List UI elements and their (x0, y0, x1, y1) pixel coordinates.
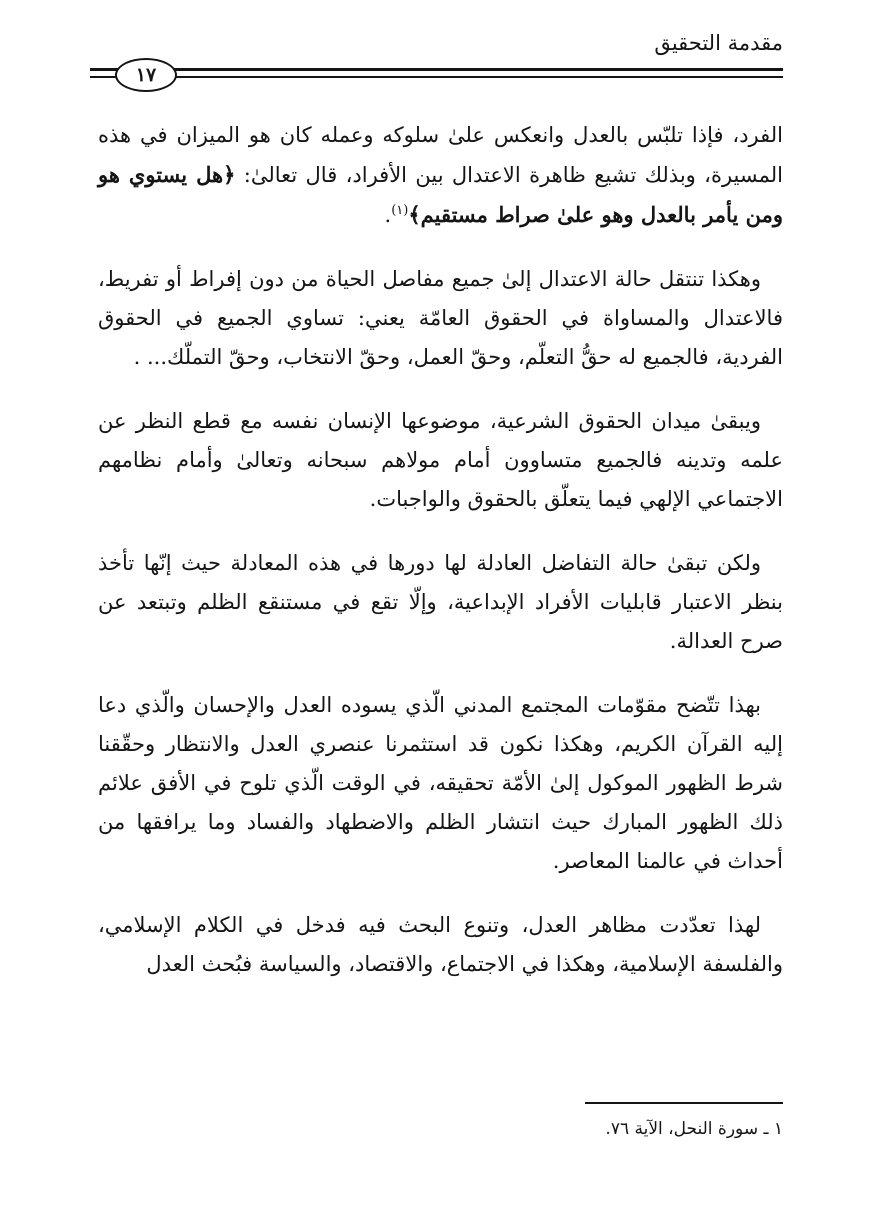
paragraph-1-end: . (384, 203, 392, 227)
page-number: ١٧ (115, 58, 177, 92)
paragraph-1-text: الفرد، فإذا تلبّس بالعدل وانعكس علىٰ سلوكه وعمله كان هو الميزان في هذه المسيرة، وبذلك تشيع ظاهرة الاعتدال بين الأفراد، قال تعالىٰ: (98, 123, 783, 187)
paragraph-4: ولكن تبقىٰ حالة التفاضل العادلة لها دورها في هذه المعادلة حيث إنّها تأخذ بنظر الاعتبار قابليات الأفراد الإبداعية، وإلّا تقع في مستنقع الظلم وتبتعد عن صرح العدالة. (98, 551, 783, 653)
header-rule-thin-line (90, 76, 783, 78)
header-rule (90, 68, 783, 81)
header-rule-thick-line (90, 68, 783, 71)
paragraph-3: ويبقىٰ ميدان الحقوق الشرعية، موضوعها الإنسان نفسه مع قطع النظر عن علمه وتدينه فالجميع متساوون أمام مولاهم سبحانه وتعالىٰ وأمام نظامهم الاجتماعي الإلهي فيما يتعلّق بالحقوق والواجبات. (98, 409, 783, 511)
footnote-separator (585, 1102, 783, 1104)
body-text (98, 116, 783, 1009)
paragraph-1 (98, 116, 783, 235)
paragraph-5: بهذا تتّضح مقوّمات المجتمع المدني الّذي يسوده العدل والإحسان والّذي دعا إليه القرآن الكريم، وهكذا نكون قد استثمرنا عنصري العدل والانتظار وحقّقنا شرط الظهور الموكول إلىٰ الأمّة تحقيقه، في الوقت الّذي تلوح في الأفق علائم ذلك الظهور المبارك حيث انتشار الظلم والاضطهاد والفساد وما يرافقها من أحداث في عالمنا المعاصر. (98, 693, 783, 873)
running-title: مقدمة التحقيق (654, 31, 783, 55)
footnote-1: ١ ـ سورة النحل، الآية ٧٦. (605, 1119, 783, 1139)
footnote-reference: (١) (391, 203, 409, 218)
paragraph-2: وهكذا تنتقل حالة الاعتدال إلىٰ جميع مفاصل الحياة من دون إفراط أو تفريط، فالاعتدال والمساواة في الحقوق العامّة يعني: تساوي الجميع في الحقوق الفردية، فالجميع له حقُّ التعلّم، وحقّ العمل، وحقّ الانتخاب، وحقّ التملّك... . (98, 267, 783, 369)
quran-verse: ﴿هل يستوي هو ومن يأمر بالعدل وهو علىٰ صراط مستقيم﴾ (98, 162, 783, 227)
paragraph-6: لهذا تعدّدت مظاهر العدل، وتنوع البحث فيه فدخل في الكلام الإسلامي، والفلسفة الإسلامية، وهكذا في الاجتماع، والاقتصاد، والسياسة فبُحث العدل (98, 913, 783, 976)
